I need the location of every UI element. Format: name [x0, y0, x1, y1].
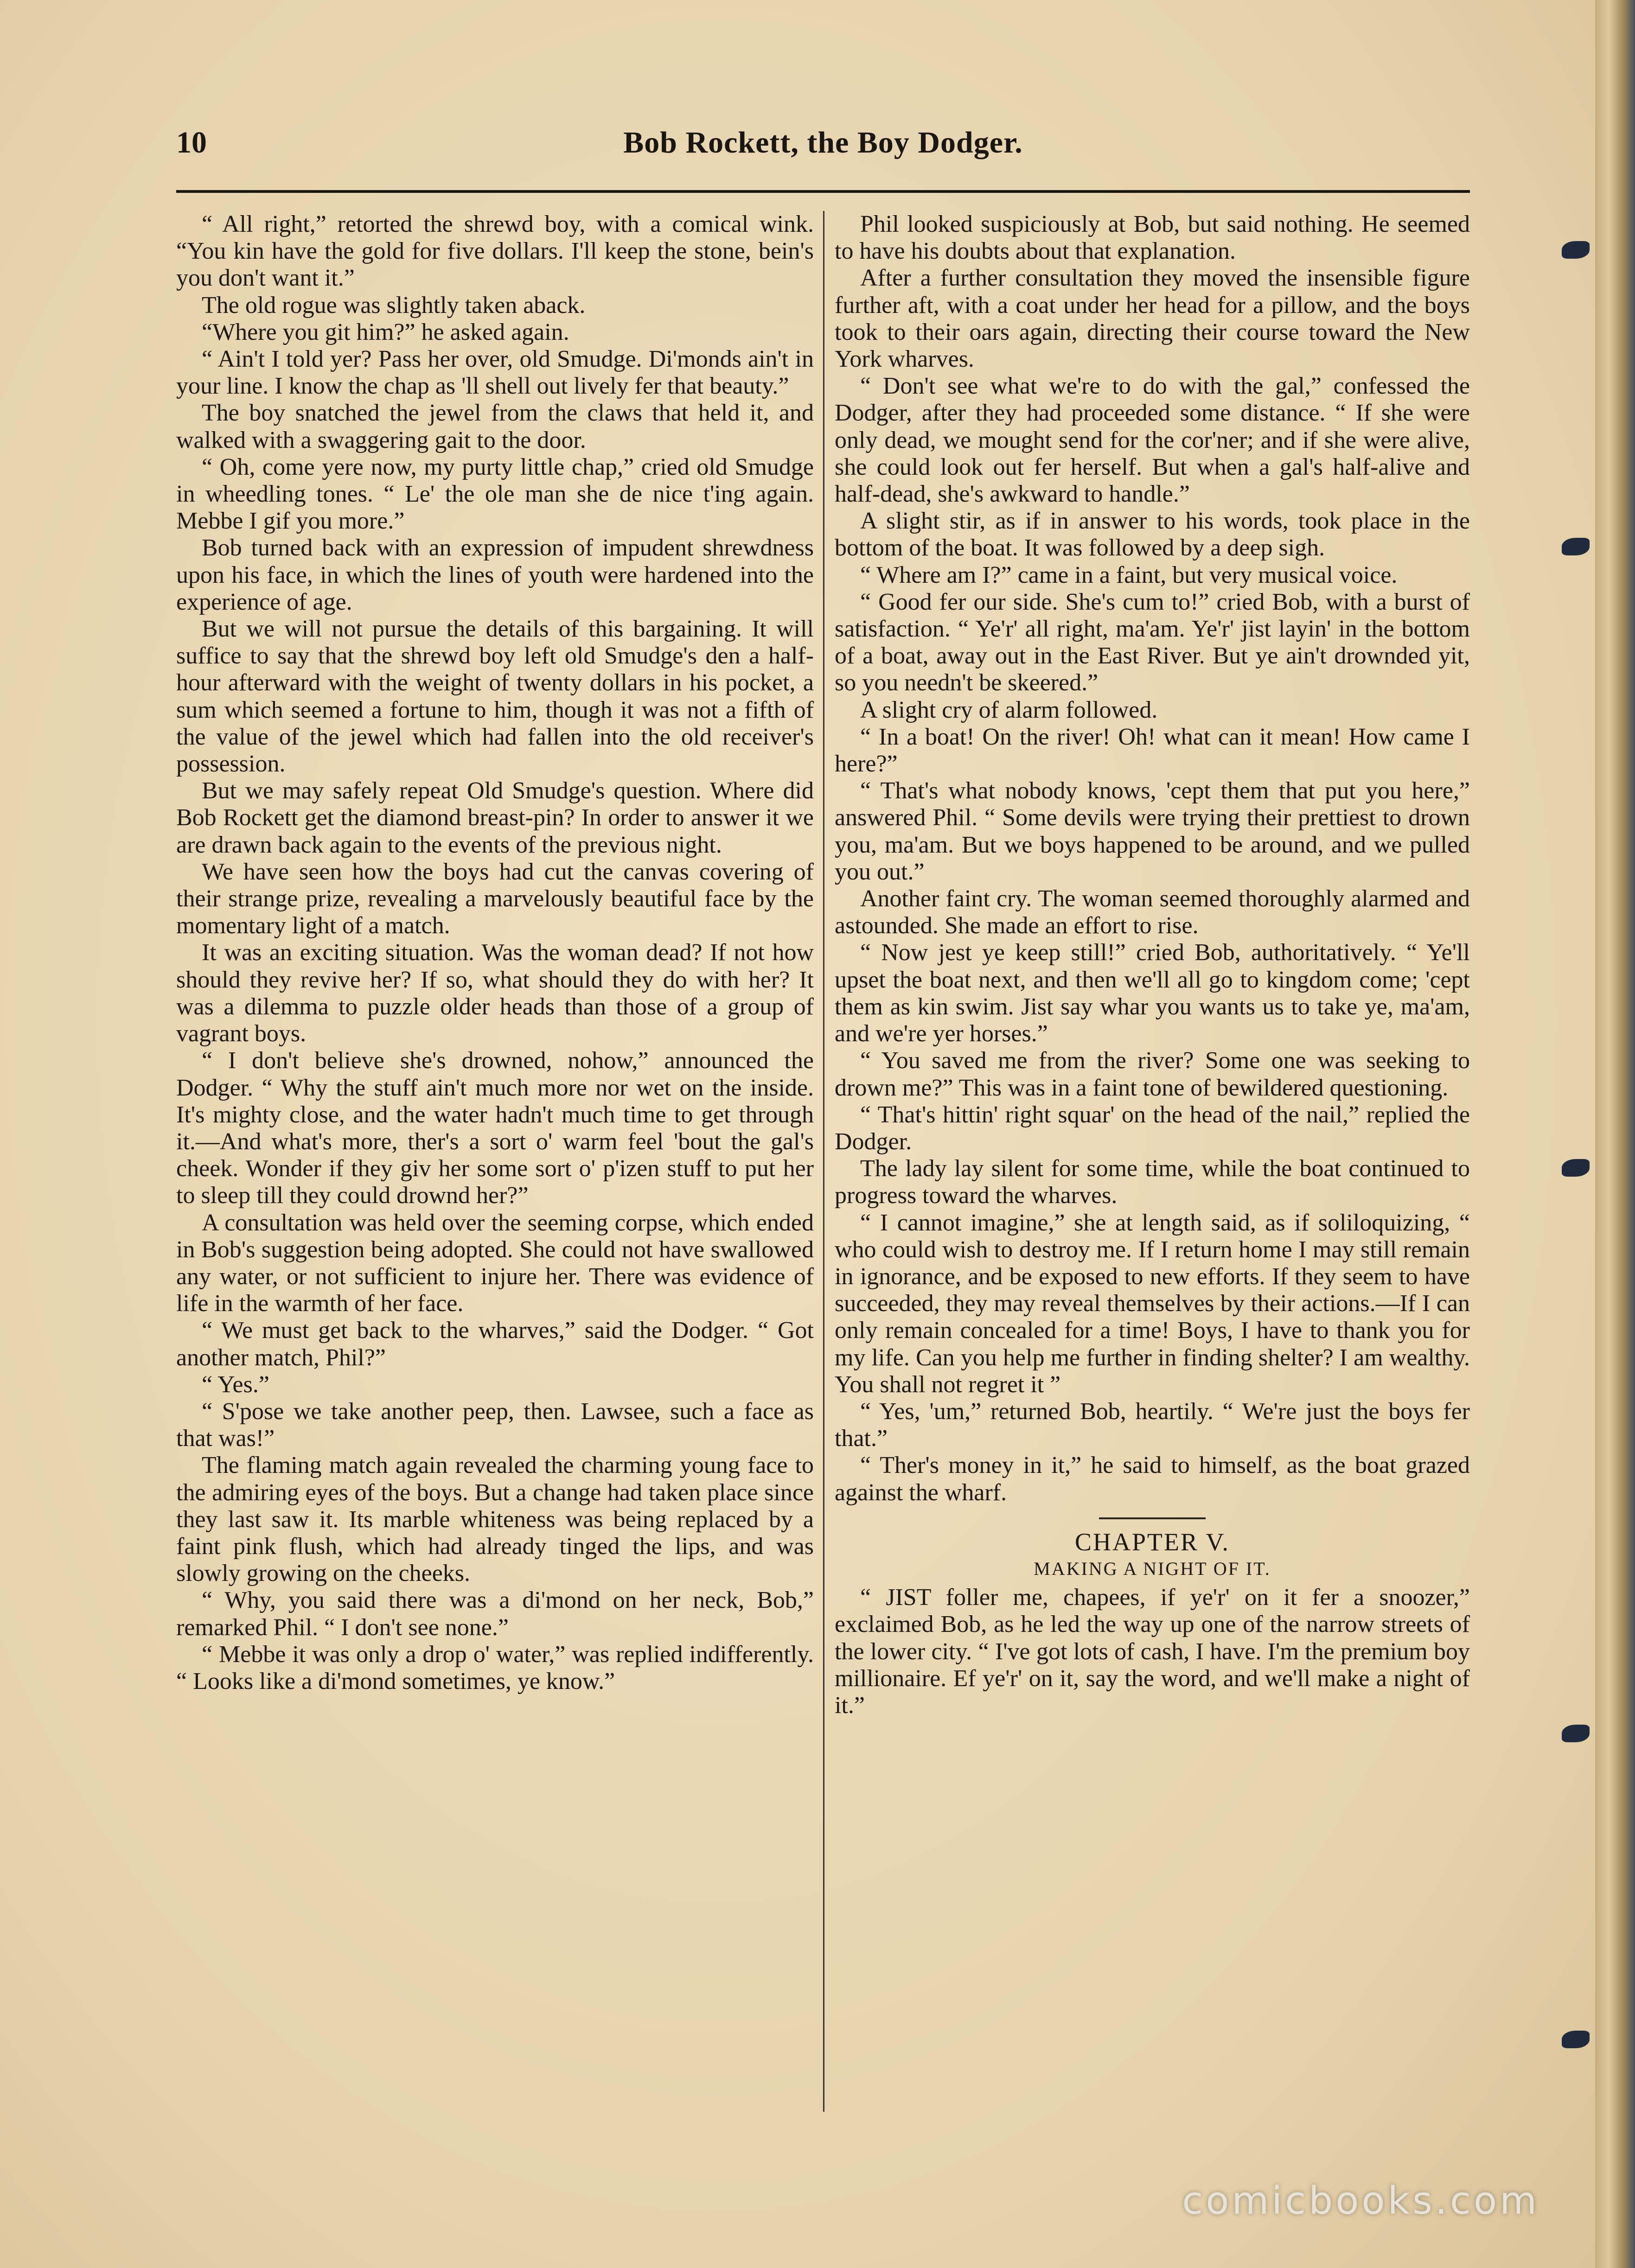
binding-gutter: [1595, 0, 1635, 2268]
watermark: comicbooks.com: [1182, 2179, 1539, 2223]
paragraph: We have seen how the boys had cut the canvas covering of their strange prize, revealing a marvelously beautiful face by the momentary light of a match.: [176, 858, 814, 939]
paragraph: “ Yes.”: [202, 1371, 269, 1398]
column-divider: [823, 211, 824, 2112]
paragraph: After a further consultation they moved the insensible figure further aft, with a coat under her head for a pillow, and the boys took to their oars again, directing their course toward the New York wharves.: [835, 265, 1470, 373]
binding-stitch: [1562, 538, 1590, 555]
paragraph: “ Good fer our side. She's cum to!” cried Bob, with a burst of satisfaction. “ Ye'r' all right, ma'am. Ye'r' jist layin' in the bottom of a boat, away out in the East River. But ye ain't drownded yit, so you needn't be skeered.”: [835, 588, 1470, 696]
paragraph: “ I cannot imagine,” she at length said, as if soliloquizing, “ who could wish to destroy me. If I return home I may still remain in ignorance, and be exposed to new efforts. If they seem to have succeeded, they may reveal themselves by their actions.—If I can only remain concealed for a time! Boys, I have to thank you for my life. Can you help me further in finding shelter? I am wealthy. You shall not regret it ”: [835, 1209, 1470, 1398]
left-column: [176, 211, 814, 1695]
paragraph: “ Ain't I told yer? Pass her over, old Smudge. Di'monds ain't in your line. I know the chap as 'll shell out lively fer that beauty.”: [176, 346, 814, 400]
paragraph: “ Where am I?” came in a faint, but very musical voice.: [860, 561, 1398, 588]
paragraph: “ Yes, 'um,” returned Bob, heartily. “ We're just the boys fer that.”: [835, 1398, 1470, 1452]
paragraph: A consultation was held over the seeming corpse, which ended in Bob's suggestion being adopted. She could not have swallowed any water, or not sufficient to injure her. There was evidence of life in the warmth of her face.: [176, 1209, 814, 1317]
paragraph: “ Mebbe it was only a drop o' water,” was replied indifferently. “ Looks like a di'mond sometimes, ye know.”: [176, 1641, 814, 1695]
chapter-subtitle: MAKING A NIGHT OF IT.: [1034, 1558, 1271, 1579]
paragraph: The boy snatched the jewel from the claws that held it, and walked with a swaggering gait to the door.: [176, 400, 814, 453]
paragraph: The lady lay silent for some time, while the boat continued to progress toward the wharves.: [835, 1155, 1470, 1209]
binding-stitch: [1562, 1159, 1590, 1177]
chapter-heading: CHAPTER V.: [1074, 1528, 1230, 1556]
paragraph: The flaming match again revealed the charming young face to the admiring eyes of the boys. But a change had taken place since they last saw it. Its marble whiteness was being replaced by a faint pink flush, which had already tinged the lips, and was slowly growing on the cheeks.: [176, 1452, 814, 1587]
chapter-rule: [1099, 1517, 1206, 1519]
paragraph: “ S'pose we take another peep, then. Lawsee, such a face as that was!”: [176, 1398, 814, 1452]
paragraph: “ In a boat! On the river! Oh! what can it mean! How came I here?”: [835, 723, 1470, 777]
right-column: [835, 211, 1470, 1719]
header-rule: [176, 190, 1470, 193]
paragraph: Bob turned back with an expression of impudent shrewdness upon his face, in which the lines of youth were hardened into the experience of age.: [176, 535, 814, 615]
paragraph: “ Oh, come yere now, my purty little chap,” cried old Smudge in wheedling tones. “ Le' the ole man she de nice t'ing again. Mebbe I gif you more.”: [176, 453, 814, 535]
paragraph: A slight cry of alarm followed.: [860, 696, 1158, 723]
paragraph: “ I don't believe she's drowned, nohow,” announced the Dodger. “ Why the stuff ain't much more nor wet on the inside. It's mighty close, and the water hadn't much time to get through it.—And what's more, ther's a sort o' warm feel 'bout the gal's cheek. Wonder if they giv her some sort o' p'izen stuff to put her to sleep till they could drownd her?”: [176, 1047, 814, 1209]
paragraph: “ You saved me from the river? Some one was seeking to drown me?” This was in a faint tone of bewildered questioning.: [835, 1047, 1470, 1101]
paragraph: “ That's hittin' right squar' on the head of the nail,” replied the Dodger.: [835, 1101, 1470, 1155]
paragraph: Phil looked suspiciously at Bob, but said nothing. He seemed to have his doubts about that explanation.: [835, 211, 1470, 265]
paragraph: “ JIST foller me, chapees, if ye'r' on it fer a snoozer,” exclaimed Bob, as he led the way up one of the narrow streets of the lower city. “ I've got lots of cash, I have. I'm the premium boy millionaire. Ef ye'r' on it, say the word, and we'll make a night of it.”: [835, 1584, 1470, 1719]
paragraph: “Where you git him?” he asked again.: [202, 319, 569, 345]
paragraph: “ Why, you said there was a di'mond on her neck, Bob,” remarked Phil. “ I don't see none.”: [176, 1587, 814, 1641]
paragraph: “ That's what nobody knows, 'cept them that put you here,” answered Phil. “ Some devils were trying their prettiest to drown you, ma'am. But we boys happened to be around, and we pulled you out.”: [835, 777, 1470, 885]
paragraph: A slight stir, as if in answer to his words, took place in the bottom of the boat. It was followed by a deep sigh.: [835, 508, 1470, 561]
running-title: Bob Rockett, the Boy Dodger.: [623, 126, 1023, 159]
paragraph: “ Now jest ye keep still!” cried Bob, authoritatively. “ Ye'll upset the boat next, and then we'll all go to kingdom come; 'cept them as kin swim. Jist say whar you wants us to take ye, ma'am, and we're yer horses.”: [835, 939, 1470, 1047]
page-number: 10: [176, 126, 207, 159]
binding-stitch: [1562, 241, 1590, 259]
page-header: [176, 125, 1470, 176]
paragraph: But we will not pursue the details of this bargaining. It will suffice to say that the shrewd boy left old Smudge's den a half-hour afterward with the weight of twenty dollars in his pocket, a sum which seemed a fortune to him, though it was not a fifth of the value of the jewel which had fallen into the old receiver's possession.: [176, 616, 814, 777]
paragraph: The old rogue was slightly taken aback.: [202, 292, 586, 319]
paragraph: “ All right,” retorted the shrewd boy, with a comical wink. “You kin have the gold for five dollars. I'll keep the stone, bein's you don't want it.”: [176, 211, 814, 292]
paragraph: “ Ther's money in it,” he said to himself, as the boat grazed against the wharf.: [835, 1452, 1470, 1506]
paragraph: Another faint cry. The woman seemed thoroughly alarmed and astounded. She made an effort to rise.: [835, 886, 1470, 939]
paragraph: “ Don't see what we're to do with the gal,” confessed the Dodger, after they had proceeded some distance. “ If she were only dead, we mought send for the cor'ner; and if she were alive, she could look out fer herself. But when a gal's half-alive and half-dead, she's awkward to handle.”: [835, 373, 1470, 508]
paragraph: “ We must get back to the wharves,” said the Dodger. “ Got another match, Phil?”: [176, 1317, 814, 1371]
binding-stitch: [1562, 1725, 1590, 1742]
paragraph: It was an exciting situation. Was the woman dead? If not how should they revive her? If so, what should they do with her? It was a dilemma to puzzle older heads than those of a group of vagrant boys.: [176, 939, 814, 1047]
paragraph: But we may safely repeat Old Smudge's question. Where did Bob Rockett get the diamond breast-pin? In order to answer it we are drawn back again to the events of the previous night.: [176, 777, 814, 858]
binding-stitch: [1562, 2031, 1590, 2048]
